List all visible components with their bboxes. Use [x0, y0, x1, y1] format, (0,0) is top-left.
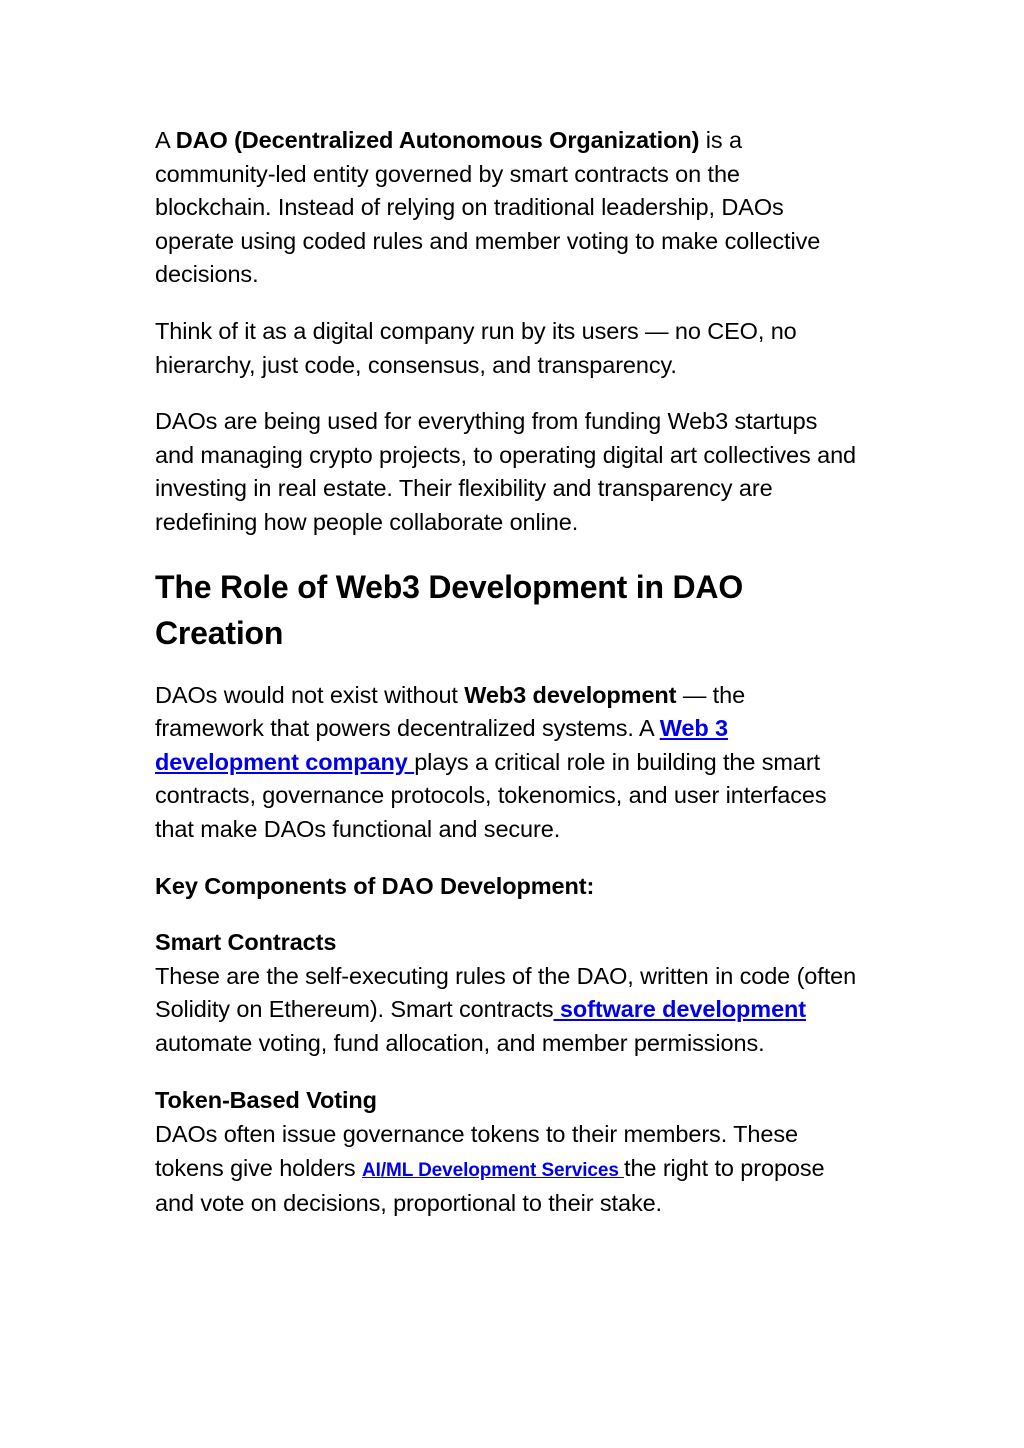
- section-paragraph-1: [155, 679, 860, 847]
- section-p1-mid: — the framework that powers decentralized systems. A: [155, 681, 746, 742]
- token-voting-block: [155, 1084, 860, 1220]
- section-p1-lead: DAOs would not exist without: [155, 681, 465, 708]
- token-voting-title: Token-Based Voting: [155, 1087, 377, 1114]
- section-p1-rest: plays a critical role in building the smart contracts, governance protocols, tokenomics, and user interfaces that make DAOs functional and secure.: [155, 748, 827, 842]
- smart-contracts-title: Smart Contracts: [155, 929, 337, 956]
- smart-contracts-block: [155, 926, 860, 1060]
- section-heading: The Role of Web3 Development in DAO Creation: [155, 568, 744, 651]
- components-heading-text: Key Components of DAO Development:: [155, 872, 595, 899]
- web3-development-company-link[interactable]: Web 3 development company: [155, 715, 728, 775]
- intro-p1-lead: A: [155, 127, 176, 153]
- software-development-link[interactable]: software development: [553, 996, 807, 1023]
- token-voting-text-rest: the right to propose and vote on decisions, proportional to their stake.: [155, 1154, 825, 1217]
- ai-ml-development-services-link[interactable]: AI/ML Development Services: [362, 1159, 625, 1181]
- token-voting-text-lead: DAOs often issue governance tokens to their members. These tokens give holders: [155, 1121, 798, 1181]
- smart-contracts-text-rest: automate voting, fund allocation, and member permissions.: [155, 1029, 765, 1056]
- smart-contracts-text-lead: These are the self-executing rules of the DAO, written in code (often Solidity on Ethereum). Smart contracts: [155, 962, 857, 1023]
- document-page: [155, 124, 860, 1221]
- web3-development-term: Web3 development: [464, 681, 677, 708]
- components-heading: [155, 870, 860, 904]
- intro-paragraph-3: DAOs are being used for everything from funding Web3 startups and managing crypto projects, to operating digital art collectives and investing in real estate. Their flexibility and transparency are redefining how people collaborate online.: [155, 408, 857, 535]
- dao-definition-term: DAO (Decentralized Autonomous Organization): [175, 127, 700, 153]
- intro-paragraph-1: [155, 124, 860, 292]
- intro-p1-rest: is a community-led entity governed by smart contracts on the blockchain. Instead of relying on traditional leadership, DAOs operate using coded rules and member voting to make collective decisions.: [155, 127, 821, 288]
- intro-paragraph-2: Think of it as a digital company run by its users — no CEO, no hierarchy, just code, consensus, and transparency.: [155, 317, 797, 378]
